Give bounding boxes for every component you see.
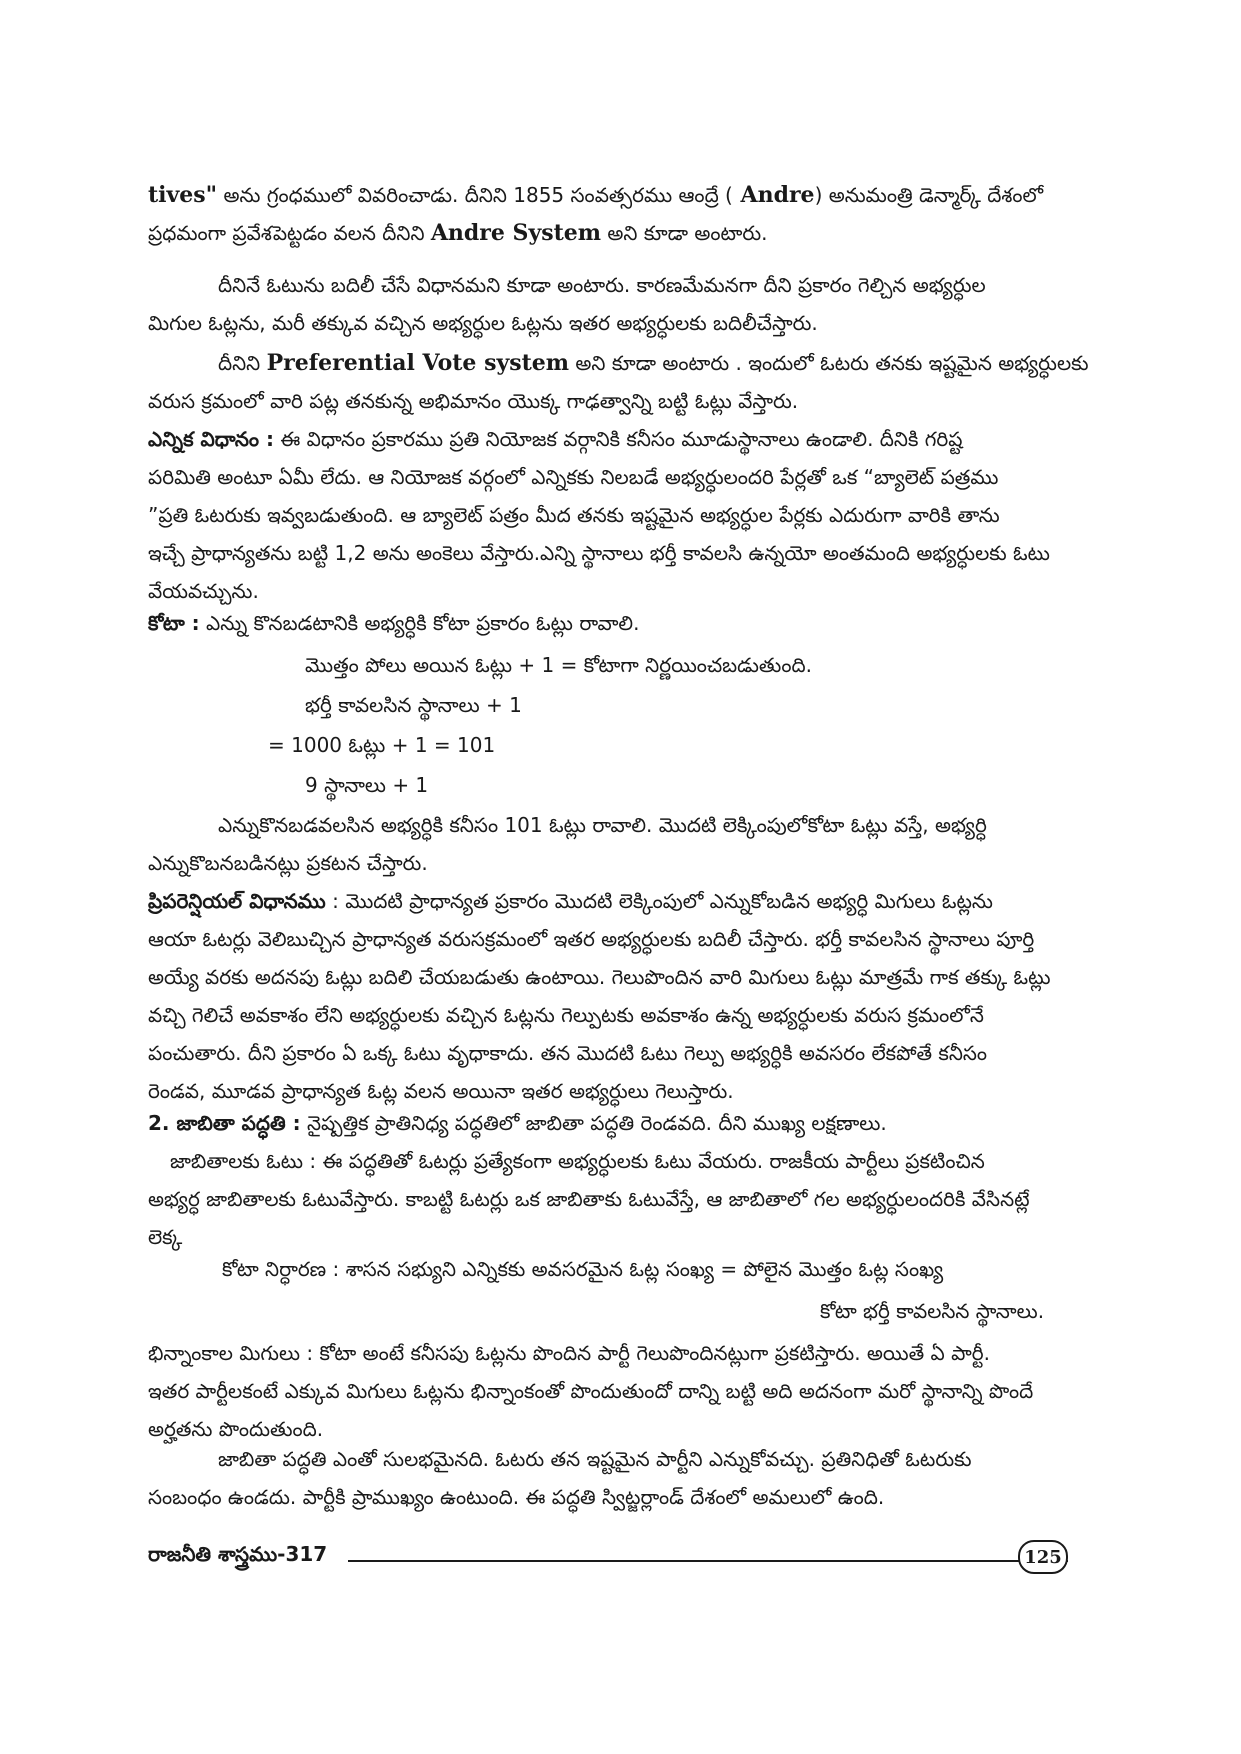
text-line: రెండవ, మూడవ ప్రాధాన్యత ఓట్ల వలన అయినా ఇతర అభ్యర్ధులు గెలుస్తారు. (148, 1079, 734, 1103)
text-line: ఇతర పార్టీలకంటే ఎక్కువ మిగులు ఓట్లను భిన్నాంకంతో పొందుతుందో దాన్ని బట్టి అది అదనంగా మరో స్థానాన్ని పొందే (148, 1379, 1034, 1403)
paragraph-elected-candidate (148, 806, 1098, 882)
paragraph-list-method (148, 1104, 1098, 1142)
section-heading: 2. జాబితా పద్ధతి : (148, 1111, 301, 1135)
footer-title: రాజనీతి శాస్త్రము-317 (148, 1542, 328, 1566)
text-line: వచ్చి గెలిచే అవకాశం లేని అభ్యర్ధులకు వచ్చిన ఓట్లను గెల్పుటకు అవకాశం ఉన్న అభ్యర్ధులకు వరుస క్రమంలోనే (148, 1003, 984, 1027)
section-heading: ఎన్నిక విధానం : (148, 427, 275, 451)
text-line: మిగుల ఓట్లను, మరీ తక్కువ వచ్చిన అభ్యర్ధుల ఓట్లను ఇతర అభ్యర్ధులకు బదిలీచేస్తారు. (148, 311, 818, 335)
formula-example-numerator: = 1000 ఓట్లు + 1 = 101 (268, 733, 496, 757)
section-heading: ప్రిపరెన్షియల్ విధానము (148, 889, 326, 913)
latin-term: Preferential Vote system (266, 350, 570, 376)
list-quota-line: కోటా నిర్ధారణ : శాసన సభ్యుని ఎన్నికకు అవసరమైన ఓట్ల సంఖ్య = పోలైన మొత్తం ఓట్ల సంఖ్య (222, 1257, 944, 1281)
footer-rule (348, 1560, 1068, 1562)
paragraph-quota (148, 604, 1098, 642)
text-line: అర్హతను పొందుతుంది. (148, 1417, 324, 1441)
paragraph-vote-for-lists (148, 1142, 1098, 1256)
text-span: ఎన్ను కొనబడటానికి అభ్యర్ధికి కోటా ప్రకారం ఓట్లు రావాలి. (199, 611, 640, 635)
text-span: : మొదటి ప్రాధాన్యత ప్రకారం మొదటి లెక్కింపులో ఎన్నుకోబడిన అభ్యర్ధి మిగులు ఓట్లను (325, 889, 993, 913)
text-line (148, 344, 1098, 382)
text-line (148, 214, 1098, 252)
text-span: అని కూడా అంటారు. (601, 221, 768, 245)
paragraph-andre-system (148, 176, 1098, 252)
text-line: అభ్యర్ధ జాబితాలకు ఓటువేస్తారు. కాబట్టి ఓటర్లు ఒక జాబితాకు ఓటువేస్తే, ఆ జాబితాలో గల అభ్యర్ధులందరికి వేసినట్లే (148, 1187, 1030, 1211)
text-span: దీనిని (218, 351, 267, 375)
text-line: దీనినే ఓటును బదిలీ చేసే విధానమని కూడా అంటారు. కారణమేమనగా దీని ప్రకారం గెల్చిన అభ్యర్ధుల (218, 273, 986, 297)
text-line: జాబితాలకు ఓటు : ఈ పద్ధతితో ఓటర్లు ప్రత్యేకంగా అభ్యర్ధులకు ఓటు వేయరు. రాజకీయ పార్టీలు ప్రకటించిన (170, 1149, 985, 1173)
paragraph-vote-transfer (148, 266, 1098, 342)
latin-term: tives" (148, 182, 218, 208)
text-line: అయ్యే వరకు అదనపు ఓట్లు బదిలి చేయబడుతు ఉంటాయి. గెలుపొందిన వారి మిగులు ఓట్లు మాత్రమే గాక తక్కు ఓట్లు (148, 965, 1051, 989)
text-line (148, 882, 1098, 920)
paragraph-fractional-surplus (148, 1334, 1098, 1448)
formula-example-denominator: 9 స్థానాలు + 1 (305, 773, 429, 797)
text-line: ఎన్నుకొబనబడినట్లు ప్రకటన చేస్తారు. (148, 851, 428, 875)
formula-numerator: మొత్తం పోలు అయిన ఓట్లు + 1 = కోటాగా నిర్ణయించబడుతుంది. (305, 653, 812, 677)
text-line: సంబంధం ఉండదు. పార్టీకి ప్రాముఖ్యం ఉంటుంది. ఈ పద్ధతి స్విట్జర్లాండ్ దేశంలో అమలులో ఉంది. (148, 1485, 885, 1509)
text-line: లెక్క (148, 1225, 183, 1249)
paragraph-preferential-vote (148, 344, 1098, 420)
paragraph-election-method (148, 420, 1098, 610)
text-line: ఎన్నుకొనబడవలసిన అభ్యర్ధికి కనీసం 101 ఓట్లు రావాలి. మొదటి లెక్కింపులోకోటా ఓట్లు వస్తే, అభ్యర్ధి (218, 813, 987, 837)
list-quota-denominator: కోటా భర్తీ కావలసిన స్థానాలు. (820, 1299, 1045, 1323)
latin-term: Andre (732, 182, 815, 208)
text-line: వేయవచ్చును. (148, 579, 259, 603)
text-line: ఆయా ఓటర్లు వెలిబుచ్చిన ప్రాధాన్యత వరుసక్రమంలో ఇతర అభ్యర్ధులకు బదిలీ చేస్తారు. భర్తీ కావలసిన స్థానాలు పూర్తి (148, 927, 1035, 951)
text-line (148, 176, 1098, 214)
text-line (148, 420, 1098, 458)
text-span: ) అనుమంత్రి డెన్మార్క్ దేశంలో (814, 183, 1044, 207)
formula-denominator: భర్తీ కావలసిన స్థానాలు + 1 (305, 693, 522, 717)
text-line: వరుస క్రమంలో వారి పట్ల తనకున్న అభిమానం యొక్క గాఢత్వాన్ని బట్టి ఓట్లు వేస్తారు. (148, 389, 799, 413)
text-line (148, 604, 1098, 642)
text-span: అను గ్రంధములో వివరించాడు. దీనిని 1855 సంవత్సరము ఆంద్రే ( (217, 183, 733, 207)
section-heading: కోటా : (148, 611, 200, 635)
text-line: పంచుతారు. దీని ప్రకారం ఏ ఒక్క ఓటు వృధాకాదు. తన మొదటి ఓటు గెల్పు అభ్యర్ధికి అవసరం లేకపోతే కనీసం (148, 1041, 988, 1065)
latin-term: Andre System (430, 220, 602, 246)
text-line: ”ప్రతి ఓటరుకు ఇవ్వబడుతుంది. ఆ బ్యాలెట్ పత్రం మీద తనకు ఇష్టమైన అభ్యర్ధుల పేర్లకు ఎదురుగా వారికి తాను (148, 503, 1000, 527)
text-span: అని కూడా అంటారు . ఇందులో ఓటరు తనకు ఇష్టమైన అభ్యర్ధులకు (569, 351, 1089, 375)
text-span: నైష్పత్తిక ప్రాతినిధ్య పద్ధతిలో జాబితా పద్ధతి రెండవది. దీని ముఖ్య లక్షణాలు. (300, 1111, 887, 1135)
text-span: ప్రధమంగా ప్రవేశపెట్టడం వలన దీనిని (148, 221, 431, 245)
page-footer (148, 1538, 1098, 1578)
page-number-badge: 125 (1018, 1540, 1068, 1574)
text-line: ఇచ్చే ప్రాధాన్యతను బట్టి 1,2 అను అంకెలు వేస్తారు.ఎన్ని స్థానాలు భర్తీ కావలసి ఉన్నయో అంతమంది అభ్యర్ధులకు ఓటు (148, 541, 1050, 565)
text-line (148, 1104, 1098, 1142)
text-span: ఈ విధానం ప్రకారము ప్రతి నియోజక వర్గానికి కనీసం మూడుస్థానాలు ఉండాలి. దీనికి గరిష్ట (274, 427, 963, 451)
text-line: భిన్నాంకాల మిగులు : కోటా అంటే కనీసపు ఓట్లను పొందిన పార్టీ గెలుపొందినట్లుగా ప్రకటిస్తారు. అయితే ఏ పార్టీ. (148, 1341, 990, 1365)
text-line: జాబితా పద్ధతి ఎంతో సులభమైనది. ఓటరు తన ఇష్టమైన పార్టీని ఎన్నుకోవచ్చు. ప్రతినిధితో ఓటరుకు (218, 1447, 972, 1471)
paragraph-list-simple (148, 1440, 1098, 1516)
text-line: పరిమితి అంటూ ఏమీ లేదు. ఆ నియోజక వర్గంలో ఎన్నికకు నిలబడే అభ్యర్ధులందరి పేర్లతో ఒక “బ్యాలెట్ పత్రము (148, 465, 999, 489)
paragraph-preferential-method (148, 882, 1098, 1110)
